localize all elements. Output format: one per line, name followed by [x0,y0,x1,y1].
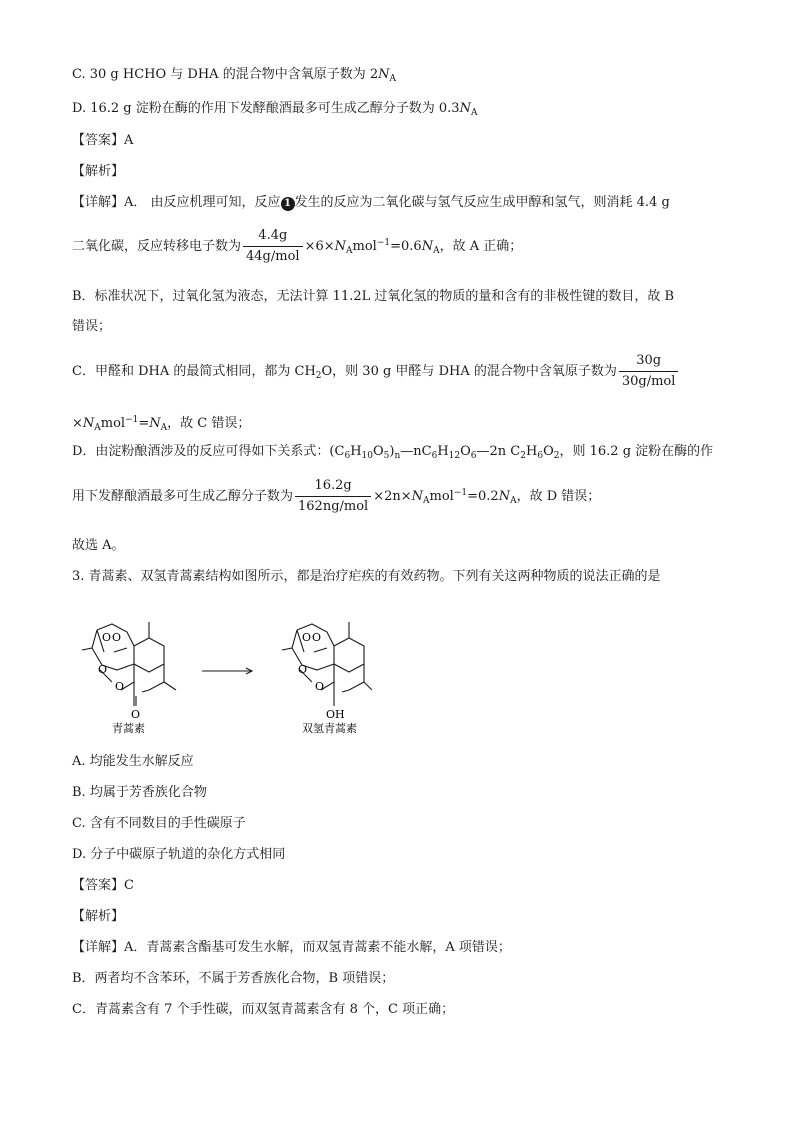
detail-q3-b: B．两者均不含苯环，不属于芳香族化合物，B 项错误； [72,971,395,986]
artemisinin-structure [82,622,176,706]
avogadro-subscript: A [94,423,101,433]
analysis-label-prev: 【解析】 [72,164,125,179]
detail-text: ，则 16.2 g 淀粉在酶的作 [559,444,714,459]
formula-text: H [350,444,362,459]
formula-text: O [460,444,471,459]
option-a: A. 均能发生水解反应 [72,754,194,769]
question-3-stem: 3. 青蒿素、双氢青蒿素结构如图所示，都是治疗疟疾的有效药物。下列有关这两种物质的说法正确的是 [72,569,661,584]
formula-text: H [526,444,538,459]
option-d: D. 分子中碳原子轨道的杂化方式相同 [72,847,286,862]
atom-O-label: O [302,631,312,644]
detail-text: 发生的反应为二氧化碳与氢气反应生成甲醇和氢气，则消耗 4.4 g [294,195,670,210]
arrow-icon [202,668,252,674]
detail-a-line-1 [72,194,670,212]
fraction [619,353,679,390]
formula-text: H [437,444,449,459]
subscript: 6 [470,451,477,461]
fraction-numerator: 30g [619,353,679,372]
option-d-text: D. 16.2 g 淀粉在酶的作用下发酵酿酒最多可生成乙醇分子数为 0.3 [72,101,460,116]
fraction-numerator: 4.4g [243,228,303,247]
detail-text: =0.2 [467,489,499,504]
detail-text: ，故 D 错误； [516,489,601,504]
fraction-denominator: 30g/mol [621,374,676,389]
superscript: −1 [376,238,391,248]
atom-O-label: O [298,663,308,676]
avogadro-subscript: A [346,246,353,256]
formula-text: ) [389,444,395,459]
carbonyl-O-label: O [131,708,141,721]
detail-b-line-2: 错误； [72,319,112,334]
detail-text: =0.6 [390,239,422,254]
artemisinin-label: 青蒿素 [112,722,145,735]
formula-text: —2n C [476,444,521,459]
detail-c-line-1 [72,353,680,390]
detail-text: 用下发酵酿酒最多可生成乙醇分子数为 [72,489,294,504]
subscript: 6 [344,451,351,461]
avogadro-subscript: A [510,496,517,506]
detail-d-line-2 [72,478,600,515]
conclusion-prev: 故选 A。 [72,538,125,553]
formula-text: —nC [400,444,432,459]
detail-text: mol [429,489,454,504]
subscript: 6 [431,451,438,461]
answer-q3: 【答案】C [72,878,134,893]
atom-O-label: O [102,631,112,644]
detail-text: = [138,416,150,431]
atom-O-label: O [115,680,125,693]
option-c: C. 含有不同数目的手性碳原子 [72,816,246,831]
avogadro-symbol: N [82,416,95,431]
formula-text: O [543,444,554,459]
subscript: 12 [448,451,461,461]
atom-O-label: O [315,680,325,693]
avogadro-symbol: N [459,101,471,116]
detail-text: mol [100,416,126,431]
structure-figure [72,610,372,740]
subscript: 2 [520,451,526,461]
avogadro-symbol: N [378,67,390,82]
circled-number: 1 [281,197,295,211]
dihydroartemisinin-structure [282,622,372,706]
superscript: −1 [125,415,139,425]
fraction [243,228,303,265]
subscript: 2 [553,451,560,461]
hydroxyl-label: OH [326,708,345,721]
atom-O-label: O [98,663,108,676]
atom-O-label: O [112,631,122,644]
fraction-denominator: 162ng/mol [298,499,369,514]
detail-text: ，故 C 错误； [167,416,251,431]
answer-prev: 【答案】A [72,133,134,148]
fraction [295,478,371,515]
avogadro-subscript: A [423,496,430,506]
detail-text: O，则 30 g 甲醛与 DHA 的混合物中含氧原子数为 [321,364,617,379]
avogadro-symbol: N [421,239,434,254]
option-d [72,100,477,122]
subscript: 2 [315,371,322,381]
detail-q3-a: 【详解】A．青蒿素含酯基可发生水解，而双氢青蒿素不能水解，A 项错误； [72,940,511,955]
detail-text: D．由淀粉酿酒涉及的反应可得如下关系式：(C [72,444,345,459]
subscript: 10 [361,451,373,461]
detail-text: mol [352,239,377,254]
avogadro-symbol: N [411,489,424,504]
detail-text: 【详解】A． 由反应机理可知，反应 [72,195,281,210]
detail-text: ×2n× [373,489,412,504]
fraction-numerator: 16.2g [295,478,371,497]
subscript: 6 [537,451,544,461]
avogadro-subscript: A [433,246,440,256]
option-c-text: C. 30 g HCHO 与 DHA 的混合物中含氧原子数为 2 [72,67,379,82]
detail-text: × [72,416,83,431]
detail-text: C．甲醛和 DHA 的最简式相同，都为 CH [72,364,316,379]
detail-c-line-2 [72,411,250,437]
superscript: −1 [453,488,468,498]
subscript: 5 [383,451,390,461]
detail-d-line-1 [72,443,713,465]
avogadro-symbol: N [149,416,161,431]
option-b: B. 均属于芳香族化合物 [72,785,207,800]
avogadro-subscript: A [389,74,396,84]
avogadro-symbol: N [498,489,511,504]
detail-text: ×6× [304,239,335,254]
detail-q3-c: C．青蒿素含有 7 个手性碳，而双氢青蒿素含有 8 个，C 项正确； [72,1002,455,1017]
formula-text: O [372,444,384,459]
avogadro-symbol: N [334,239,347,254]
subscript: n [394,451,401,461]
detail-text: ，故 A 正确； [439,239,523,254]
avogadro-subscript: A [160,423,168,433]
detail-b-line-1: B．标准状况下，过氧化氢为液态，无法计算 11.2L 过氧化氢的物质的量和含有的非极性键的数目，故 B [72,289,675,304]
analysis-label-q3: 【解析】 [72,909,125,924]
fraction-denominator: 44g/mol [246,249,300,264]
avogadro-subscript: A [470,108,478,118]
option-c [72,66,396,88]
detail-text: 二氧化碳，反应转移电子数为 [72,239,242,254]
detail-a-line-2 [72,228,522,265]
atom-O-label: O [312,631,322,644]
dihydroartemisinin-label: 双氢青蒿素 [302,722,357,735]
